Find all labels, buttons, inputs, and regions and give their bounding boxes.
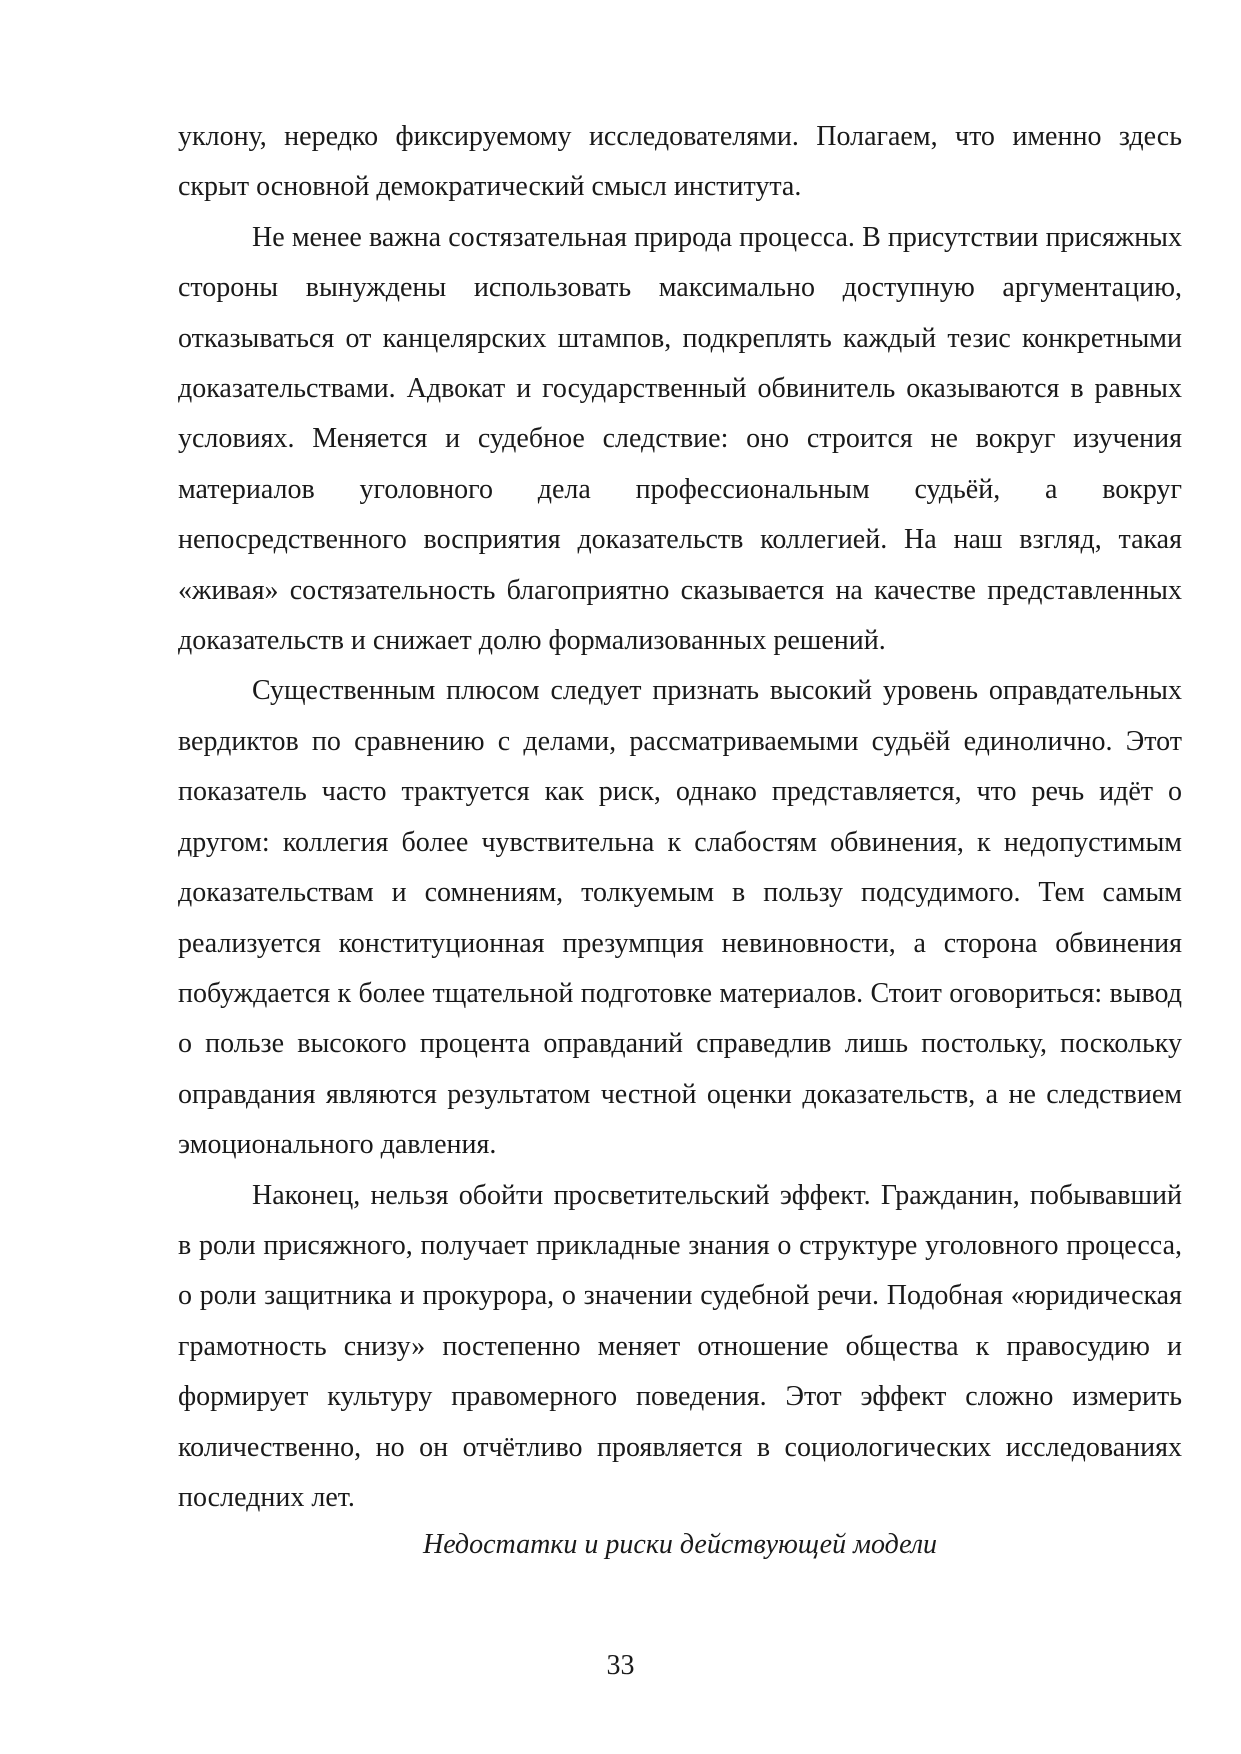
paragraph-educational-effect: Наконец, нельзя обойти просветительский эффект. Гражданин, побывавший в роли присяжного, получает прикладные знания о структуре уголовного процесса, о роли защитника и прокурора, о значении судебной речи. Подобная «юридическая грамотность снизу» постепенно меняет отношение общества к правосудию и формирует культуру правомерного поведения. Этот эффект сложно измерить количественно, но он отчётливо проявляется в социологических исследованиях последних лет.: [178, 1179, 1182, 1513]
paragraph-adversarial-nature: Не менее важна состязательная природа процесса. В присутствии присяжных стороны вынуждены использовать максимально доступную аргументацию, отказываться от канцелярских штампов, подкреплять каждый тезис конкретными доказательствами. Адвокат и государственный обвинитель оказываются в равных условиях. Меняется и судебное следствие: оно строится не вокруг изучения материалов уголовного дела профессиональным судьёй, а вокруг непосредственного восприятия доказательств коллегией. На наш взгляд, такая «живая» состязательность благоприятно сказывается на качестве представленных доказательств и снижает долю формализованных решений.: [178, 221, 1182, 657]
paragraph-acquittal-rate: Существенным плюсом следует признать высокий уровень оправдательных вердиктов по сравнению с делами, рассматриваемыми судьёй единолично. Этот показатель часто трактуется как риск, однако представляется, что речь идёт о другом: коллегия более чувствительна к слабостям обвинения, к недопустимым доказательствам и сомнениям, толкуемым в пользу подсудимого. Тем самым реализуется конституционная презумпция невиновности, а сторона обвинения побуждается к более тщательной подготовке материалов. Стоит оговориться: вывод о пользе высокого процента оправданий справедлив лишь постольку, поскольку оправдания являются результатом честной оценки доказательств, а не следствием эмоционального давления.: [178, 675, 1182, 1161]
body-text: [178, 112, 1182, 1567]
section-heading: Недостатки и риски действующей модели: [422, 1529, 938, 1561]
page-number: 33: [606, 1650, 635, 1681]
paragraph-continued: уклону, нередко фиксируемому исследователями. Полагаем, что именно здесь скрыт основной демократический смысл института.: [178, 121, 1182, 203]
